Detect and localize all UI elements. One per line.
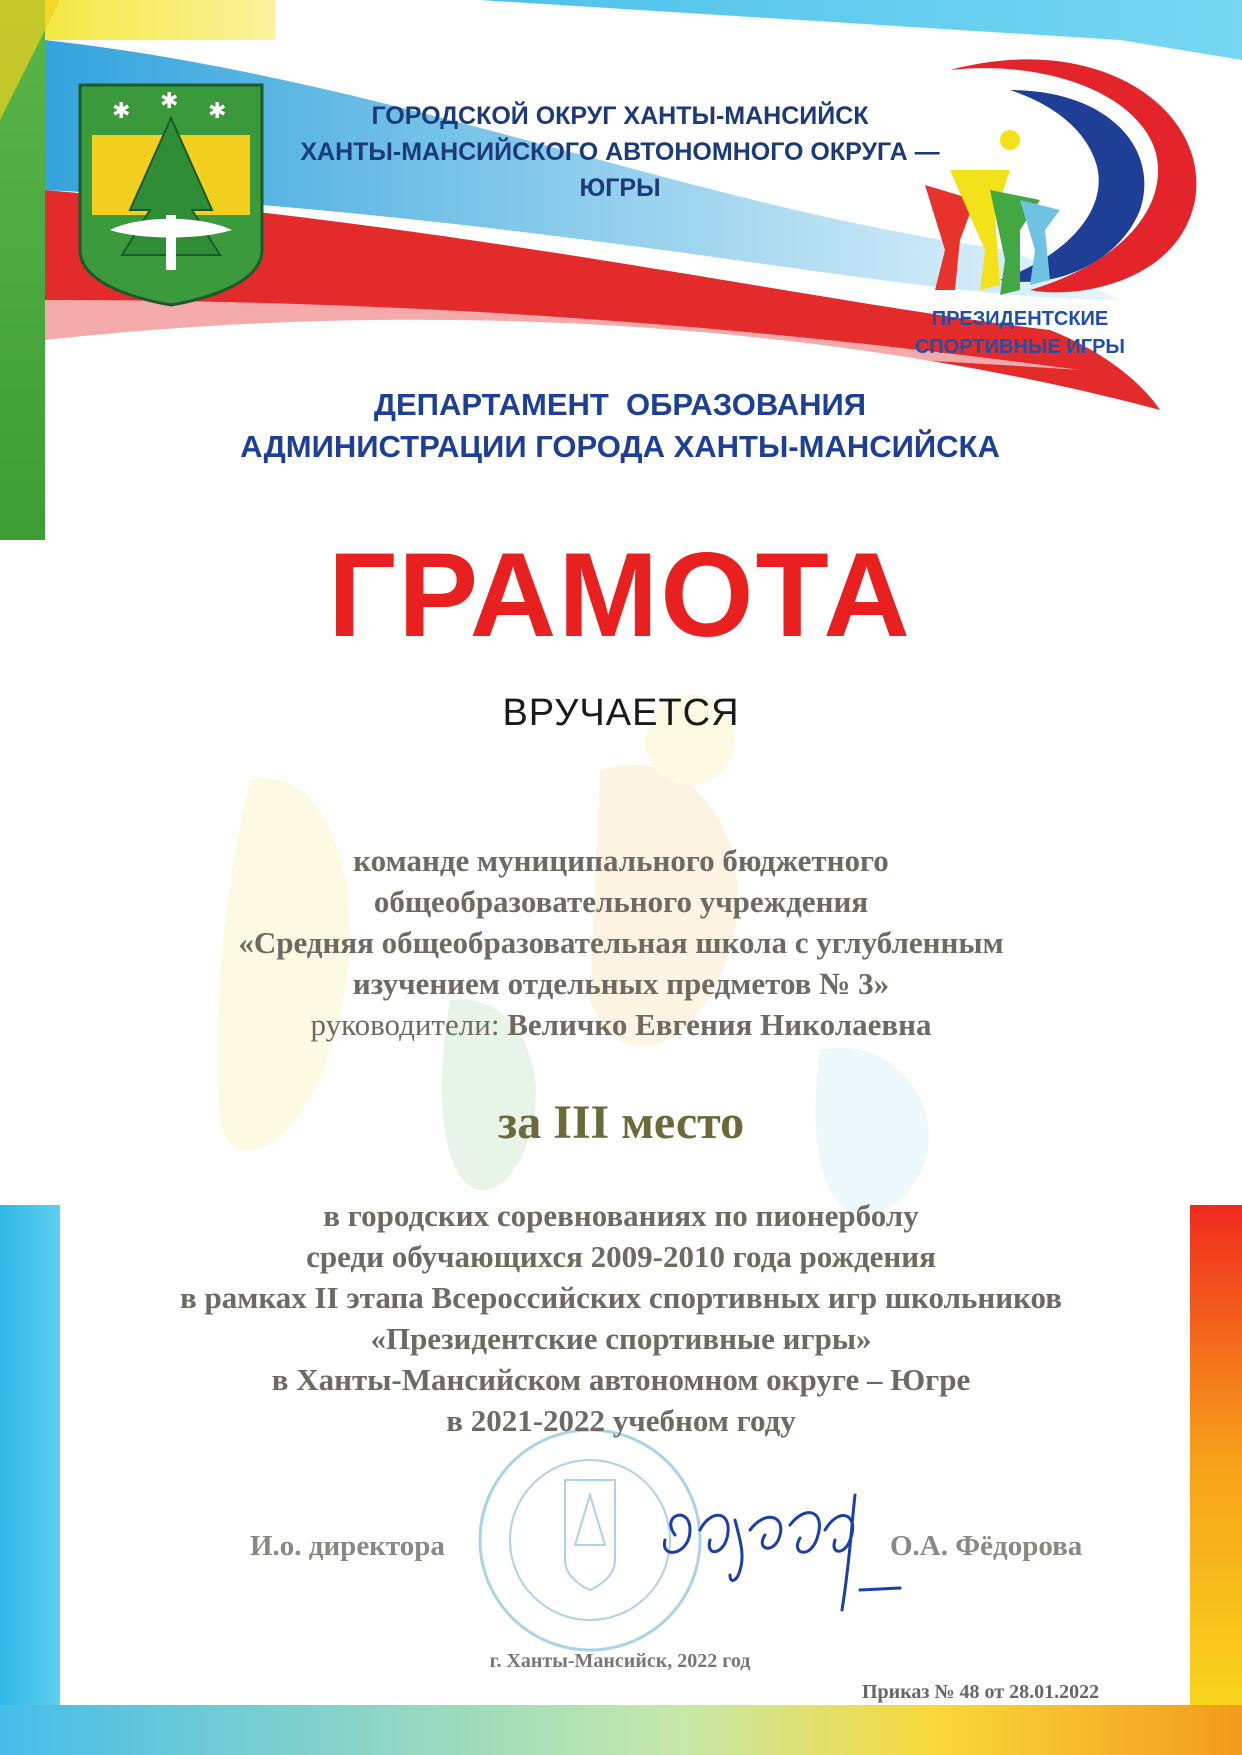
event-line: в 2021-2022 учебном году: [446, 1403, 796, 1438]
municipality-line-2: ХАНТЫ-МАНСИЙСКОГО АВТОНОМНОГО ОКРУГА — ЮГРЫ: [300, 138, 940, 202]
games-logo-caption: [895, 305, 1145, 361]
svg-text:✱: ✱: [112, 99, 131, 124]
municipality-line-1: ГОРОДСКОЙ ОКРУГ ХАНТЫ-МАНСИЙСК: [371, 102, 869, 130]
svg-text:✱: ✱: [208, 99, 227, 124]
order-reference: Приказ № 48 от 28.01.2022: [862, 1681, 1100, 1703]
event-line: в рамках II этапа Всероссийских спортивных игр школьников: [179, 1280, 1063, 1315]
event-line: в городских соревнованиях по пионерболу: [323, 1198, 919, 1233]
award-place: за III место: [497, 1096, 745, 1149]
department-line-2: АДМИНИСТРАЦИИ ГОРОДА ХАНТЫ-МАНСИЙСКА: [240, 429, 1000, 464]
department-line-1: ДЕПАРТАМЕНТ ОБРАЗОВАНИЯ: [373, 387, 867, 422]
municipality-title: [270, 98, 970, 206]
official-stamp: [480, 1430, 700, 1650]
games-logo-line-2: СПОРТИВНЫЕ ИГРЫ: [914, 336, 1126, 358]
recipient-line: общеобразовательного учреждения: [373, 884, 869, 919]
recipient-line: команде муниципального бюджетного: [353, 843, 889, 878]
city-and-year: г. Ханты-Мансийск, 2022 год: [489, 1650, 751, 1672]
issuing-department: [100, 384, 1140, 468]
leaders-label: руководители:: [310, 1007, 500, 1042]
event-line: в Ханты-Мансийском автономном округе – Югре: [271, 1362, 971, 1397]
event-line: среди обучающихся 2009-2010 года рождения: [306, 1239, 936, 1274]
signatory-role: И.о. директора: [250, 1530, 445, 1562]
leaders-names: Величко Евгения Николаевна: [507, 1007, 932, 1042]
awarded-label: ВРУЧАЕТСЯ: [502, 692, 740, 734]
leaders-line: [100, 1004, 1142, 1045]
recipient-line: «Средняя общеобразовательная школа с углубленным: [238, 925, 1004, 960]
recipient-line: изучением отдельных предметов № 3»: [352, 966, 890, 1001]
recipient-block: [100, 840, 1142, 1045]
coat-of-arms-icon: [80, 85, 262, 305]
svg-text:✱: ✱: [160, 89, 179, 114]
event-line: «Президентские спортивные игры»: [370, 1321, 872, 1356]
certificate-title: ГРАМОТА: [328, 528, 912, 662]
event-block: [100, 1195, 1142, 1441]
signatory-name: О.А. Фёдорова: [890, 1530, 1083, 1562]
games-logo-line-1: ПРЕЗИДЕНТСКИЕ: [931, 308, 1109, 330]
